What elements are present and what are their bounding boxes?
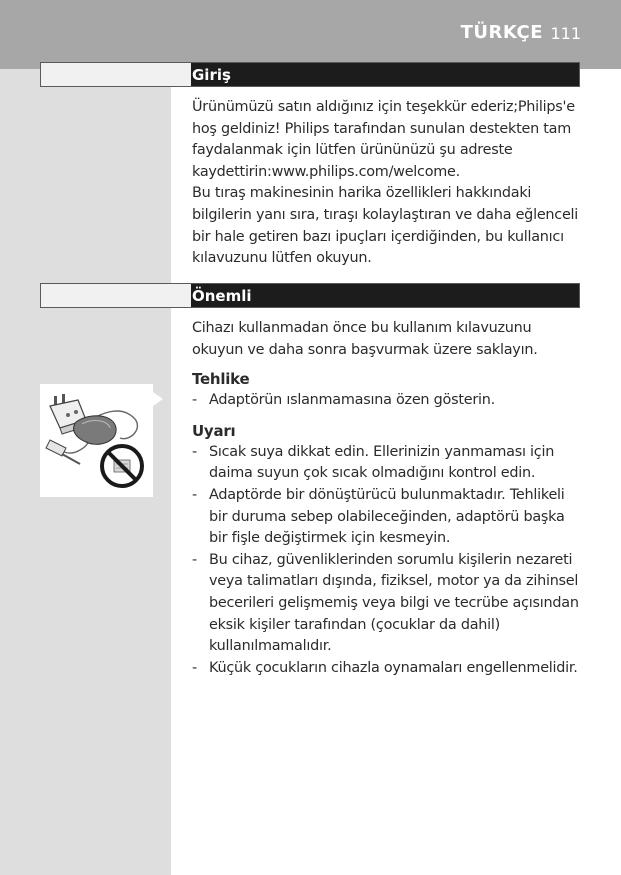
section-bar-gap	[41, 284, 191, 307]
language-label: TÜRKÇE	[460, 22, 543, 43]
important-text	[192, 318, 584, 679]
intro-text	[192, 97, 584, 270]
intro-paragraph-2: Bu tıraş makinesinin harika özellikleri hakkındaki bilgilerin yanı sıra, tıraşı kolaylaştıran ve daha eğlenceli bir hale getiren bazı ipuçları içerdiğinden, bu kullanıcı kılavuzunu lütfen okuyun.	[192, 185, 579, 267]
section-bar-intro	[40, 62, 580, 87]
section-title-intro: Giriş	[192, 66, 231, 84]
adapter-drawing-icon	[40, 384, 153, 497]
section-bar-important	[40, 283, 580, 308]
section-title-important: Önemli	[192, 287, 252, 305]
adapter-no-water-illustration	[40, 384, 153, 497]
danger-heading: Tehlike	[192, 370, 250, 389]
illustration-pointer	[153, 392, 163, 406]
important-paragraph: Cihazı kullanmadan önce bu kullanım kılavuzunu okuyun ve daha sonra başvurmak üzere saklayın.	[192, 320, 538, 358]
warning-item-4: - Küçük çocukların cihazla oynamaları engellenmelidir.	[192, 658, 584, 680]
page-number: 111	[550, 24, 581, 43]
page-header	[0, 0, 621, 69]
warning-item-2: - Adaptörde bir dönüştürücü bulunmaktadır. Tehlikeli bir duruma sebep olabileceğinden, adaptörü başka bir fişle değiştirmek için kesmeyin.	[192, 485, 584, 550]
intro-paragraph-1: Ürünümüzü satın aldığınız için teşekkür ederiz;Philips'e hoş geldiniz! Philips tarafından sunulan destekten tam faydalanmak için lütfen ürününüzü şu adreste kaydettirin:www.philips.com/welcome.	[192, 99, 575, 180]
warning-heading: Uyarı	[192, 421, 236, 440]
warning-item-1: - Sıcak suya dikkat edin. Ellerinizin yanmaması için daima suyun çok sıcak olmadığını kontrol edin.	[192, 442, 584, 485]
warning-item-3: - Bu cihaz, güvenliklerinden sorumlu kişilerin nezareti veya talimatları dışında, fiziksel, motor ya da zihinsel becerileri gelişmemiş veya bilgi ve tecrübe açısından eksik kişiler tarafından (çocuklar da dahil) kullanılmamalıdır.	[192, 550, 584, 658]
danger-item-1: - Adaptörün ıslanmamasına özen gösterin.	[192, 390, 584, 412]
section-bar-gap	[41, 63, 191, 86]
